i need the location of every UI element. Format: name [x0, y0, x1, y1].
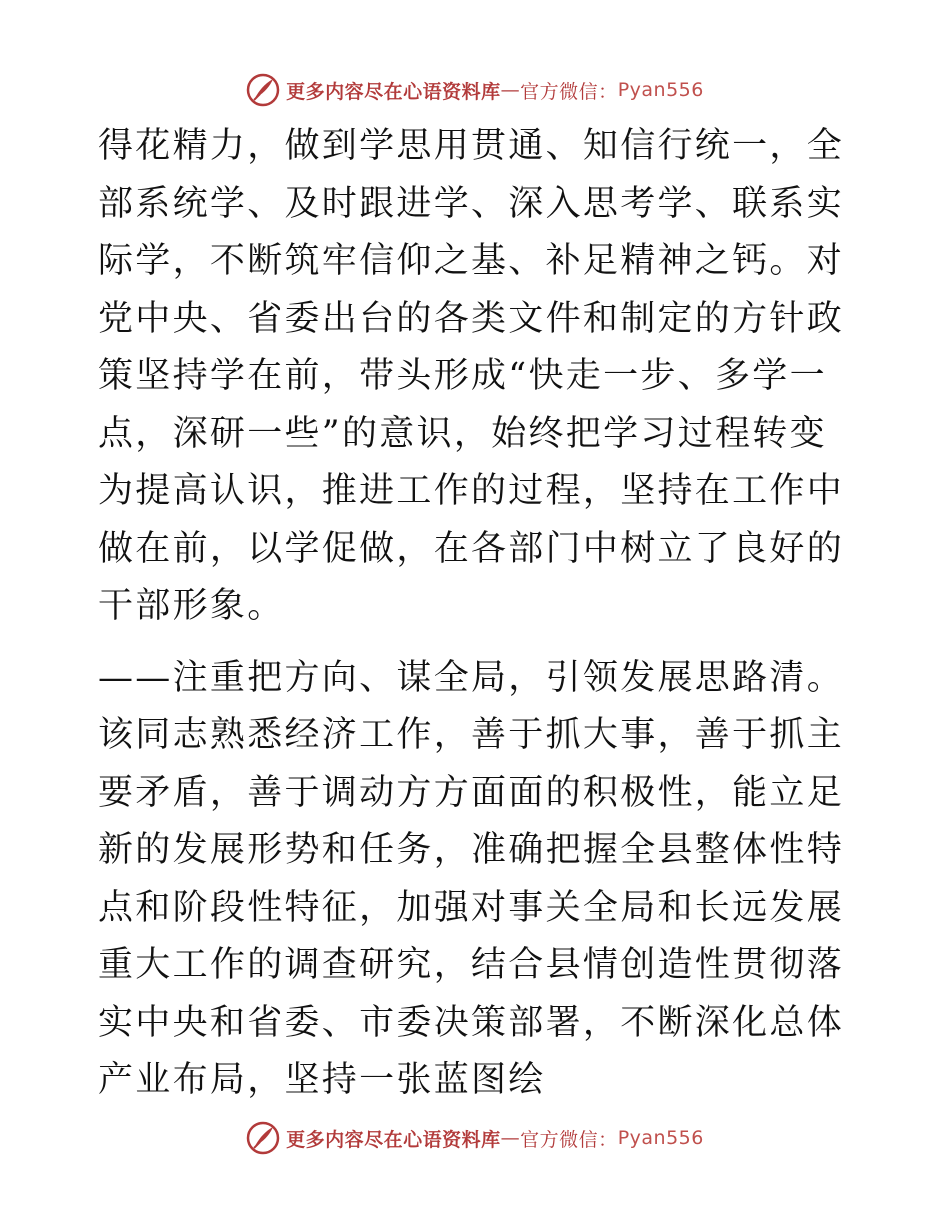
body-paragraph-1: 得花精力，做到学思用贯通、知信行统一，全部系统学、及时跟进学、深入思考学、联系实际学，不断筑牢信仰之基、补足精神之钙。对党中央、省委出台的各类文件和制定的方针政策坚持学在前，带头形成“快走一步、多学一点，深研一些”的意识，始终把学习过程转变为提高认识，推进工作的过程，坚持在工作中做在前，以学促做，在各部门中树立了良好的干部形象。 [98, 126, 845, 626]
banner-dash: — [500, 1127, 521, 1149]
banner-wechat-id: Pyan556 [617, 1127, 704, 1149]
banner-wechat-label: 官方微信： [520, 80, 618, 103]
footer-watermark-banner [0, 1118, 950, 1158]
document-body [98, 118, 858, 1110]
quill-logo-icon [246, 73, 280, 107]
banner-wechat-label: 官方微信： [520, 1128, 618, 1151]
banner-dash: — [500, 79, 521, 101]
banner-brand-text: 更多内容尽在心语资料库 [286, 1128, 501, 1151]
banner-brand-text: 更多内容尽在心语资料库 [286, 80, 501, 103]
body-paragraph-2: ——注重把方向、谋全局，引领发展思路清。该同志熟悉经济工作，善于抓大事，善于抓主要矛盾，善于调动方方面面的积极性，能立足新的发展形势和任务，准确把握全县整体性特点和阶段性特征，加强对事关全局和长远发展重大工作的调查研究，结合县情创造性贯彻落实中央和省委、市委决策部署，不断深化总体产业布局，坚持一张蓝图绘 [98, 657, 845, 1100]
banner-wechat-id: Pyan556 [617, 79, 704, 101]
quill-logo-icon [246, 1121, 280, 1155]
header-watermark-banner [0, 70, 950, 110]
